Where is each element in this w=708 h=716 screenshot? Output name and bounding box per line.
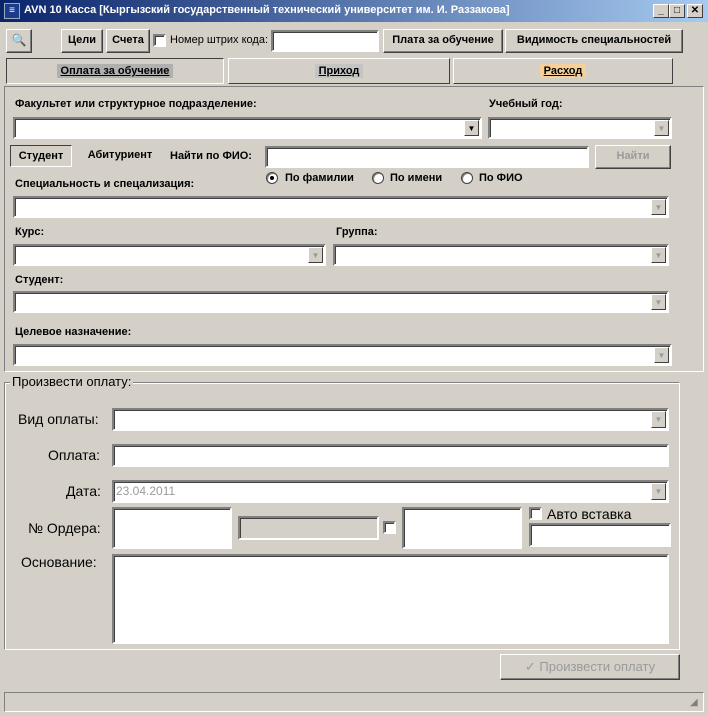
checkmark-icon: ✓: [524, 659, 536, 674]
title-bar: [0, 0, 708, 22]
tab-tuition-label: Оплата за обучение: [57, 64, 174, 78]
tab-expense[interactable]: [453, 58, 673, 84]
date-picker[interactable]: [112, 480, 669, 503]
student-select[interactable]: [13, 291, 669, 313]
app-icon: ≡: [4, 3, 20, 19]
tuition-button[interactable]: Плата за обучение: [383, 29, 503, 53]
subtab-applicant[interactable]: Абитуриент: [87, 149, 153, 161]
chevron-down-icon[interactable]: ▼: [464, 120, 479, 136]
payment-label: Оплата:: [48, 447, 101, 463]
order-number-input[interactable]: [112, 507, 232, 549]
radio-by-surname[interactable]: [266, 172, 278, 184]
radio-by-surname-label: По фамилии: [285, 172, 354, 184]
barcode-label: Номер штрих кода:: [170, 34, 269, 46]
tab-tuition-payment[interactable]: [6, 58, 224, 84]
group-select[interactable]: [333, 244, 669, 266]
purpose-select[interactable]: [13, 344, 672, 366]
basis-textarea[interactable]: [112, 554, 669, 644]
tab-income-label: Приход: [315, 64, 364, 78]
find-fio-label: Найти по ФИО:: [170, 150, 252, 162]
radio-by-fio[interactable]: [461, 172, 473, 184]
binoculars-icon: 🔍: [11, 33, 27, 47]
barcode-checkbox[interactable]: [153, 34, 166, 47]
tab-expense-label: Расход: [540, 64, 587, 78]
chevron-down-icon[interactable]: ▼: [651, 199, 666, 215]
auto-insert-checkbox[interactable]: [529, 507, 542, 520]
auto-insert-label: Авто вставка: [547, 506, 632, 522]
find-button[interactable]: Найти: [595, 145, 671, 169]
chevron-down-icon[interactable]: ▼: [308, 247, 323, 263]
auto-insert-input[interactable]: [529, 523, 671, 547]
year-select[interactable]: [488, 117, 672, 139]
search-binoculars-button[interactable]: [6, 29, 32, 53]
submit-payment-button[interactable]: [500, 654, 680, 680]
order-label: № Ордера:: [28, 520, 101, 536]
payment-type-select[interactable]: [112, 408, 669, 431]
specialty-select[interactable]: [13, 196, 669, 218]
purpose-label: Целевое назначение:: [15, 326, 132, 338]
specialty-visibility-button[interactable]: Видимость специальностей: [505, 29, 683, 53]
submit-payment-label: Произвести оплату: [539, 659, 656, 674]
accounts-button[interactable]: Счета: [106, 29, 150, 53]
chevron-down-icon[interactable]: ▼: [651, 294, 666, 310]
payment-input[interactable]: [112, 444, 669, 467]
chevron-down-icon[interactable]: ▼: [651, 483, 666, 500]
date-value: 23.04.2011: [116, 484, 176, 498]
minimize-button[interactable]: _: [653, 4, 669, 18]
status-bar: [4, 692, 704, 712]
order-series-field: [238, 516, 379, 540]
specialty-label: Специальность и спецализация:: [15, 178, 195, 190]
window-title: AVN 10 Касса [Кыргызский государственный технический университет им. И. Раззакова]: [24, 4, 510, 16]
chevron-down-icon[interactable]: ▼: [654, 120, 669, 136]
chevron-down-icon[interactable]: ▼: [651, 247, 666, 263]
faculty-label: Факультет или структурное подразделение:: [15, 98, 257, 110]
radio-by-name[interactable]: [372, 172, 384, 184]
basis-label: Основание:: [21, 554, 97, 570]
student-label: Студент:: [15, 274, 64, 286]
chevron-down-icon[interactable]: ▼: [651, 411, 666, 428]
find-fio-input[interactable]: [265, 146, 589, 168]
resize-grip-icon[interactable]: ◢: [690, 697, 698, 708]
payment-type-label: Вид оплаты:: [18, 411, 99, 427]
radio-by-fio-label: По ФИО: [479, 172, 523, 184]
maximize-button[interactable]: □: [669, 4, 685, 18]
year-label: Учебный год:: [489, 98, 563, 110]
payment-group-title: Произвести оплату:: [12, 374, 132, 389]
order-checkbox[interactable]: [383, 521, 396, 534]
order-extra-input[interactable]: [402, 507, 522, 549]
subtab-student[interactable]: Студент: [10, 145, 72, 167]
course-label: Курс:: [15, 226, 45, 238]
date-label: Дата:: [66, 483, 101, 499]
faculty-select[interactable]: [13, 117, 482, 139]
chevron-down-icon[interactable]: ▼: [654, 347, 669, 363]
barcode-input[interactable]: [271, 30, 379, 52]
goals-button[interactable]: Цели: [61, 29, 103, 53]
radio-by-name-label: По имени: [390, 172, 443, 184]
close-button[interactable]: ✕: [687, 4, 703, 18]
course-select[interactable]: [13, 244, 326, 266]
group-label: Группа:: [336, 226, 378, 238]
tab-income[interactable]: [228, 58, 450, 84]
